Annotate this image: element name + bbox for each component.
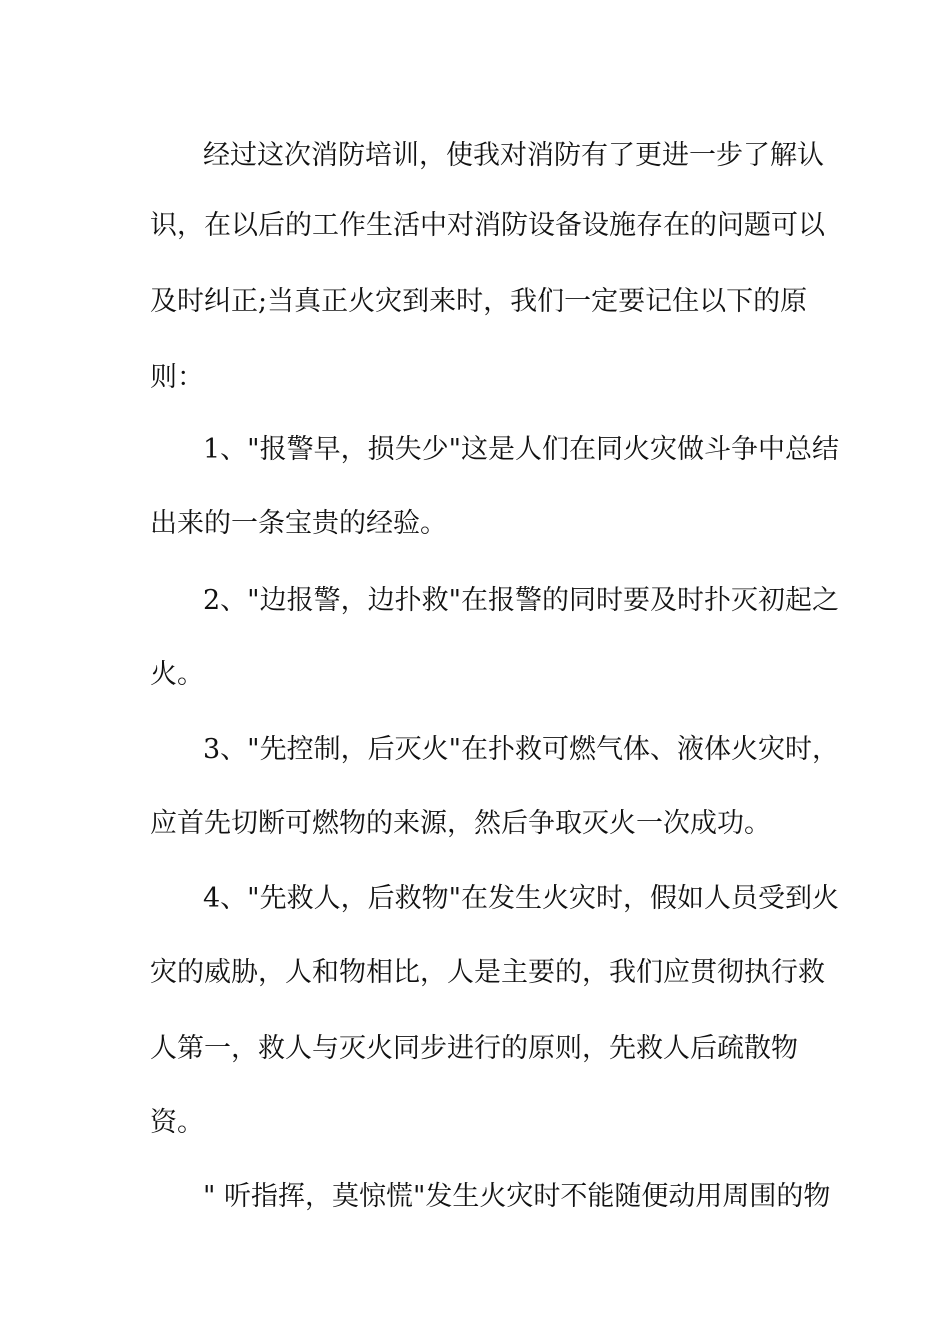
paragraph-intro-line-1: 经过这次消防培训，使我对消防有了更进一步了解认 <box>203 140 824 171</box>
principle-5-line-1: " 听指挥，莫惊慌"发生火灾时不能随便动用周围的物 <box>203 1181 831 1212</box>
principle-3-line-2: 应首先切断可燃物的来源，然后争取灭火一次成功。 <box>150 808 771 839</box>
principle-1-line-2: 出来的一条宝贵的经验。 <box>150 508 447 539</box>
principle-4-line-4: 资。 <box>150 1107 204 1138</box>
principle-4-line-3: 人第一，救人与灭火同步进行的原则，先救人后疏散物 <box>150 1033 798 1064</box>
paragraph-intro-line-3: 及时纠正;当真正火灾到来时，我们一定要记住以下的原 <box>150 286 808 317</box>
paragraph-intro-line-4: 则： <box>150 362 204 393</box>
paragraph-intro-line-2: 识，在以后的工作生活中对消防设备设施存在的问题可以 <box>150 210 825 241</box>
principle-4-line-2: 灾的威胁，人和物相比，人是主要的，我们应贯彻执行救 <box>150 957 825 988</box>
principle-3-line-1: 3、"先控制，后灭火"在扑救可燃气体、液体火灾时， <box>203 734 840 765</box>
principle-1-line-1: 1、"报警早，损失少"这是人们在同火灾做斗争中总结 <box>203 434 840 465</box>
principle-2-line-1: 2、"边报警，边扑救"在报警的同时要及时扑灭初起之 <box>203 585 840 616</box>
principle-2-line-2: 火。 <box>150 659 204 690</box>
principle-4-line-1: 4、"先救人，后救物"在发生火灾时，假如人员受到火 <box>203 883 840 914</box>
